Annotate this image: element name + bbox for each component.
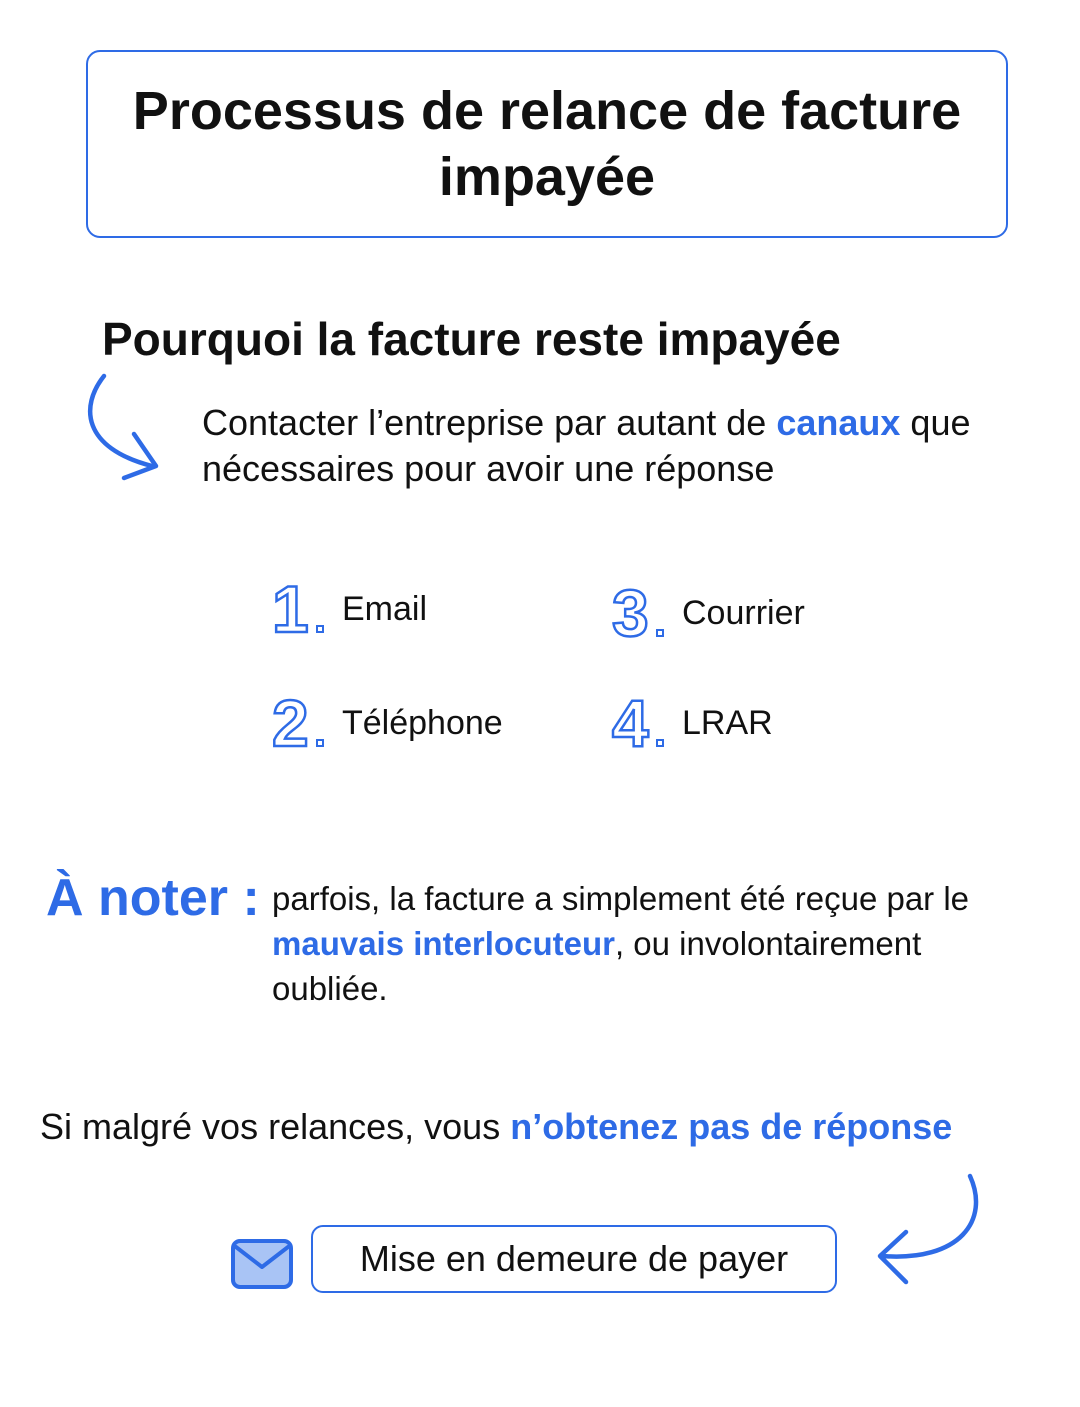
intro-text-end: que nécessaires pour avoir une réponse bbox=[202, 402, 971, 489]
channel-number-dot bbox=[316, 625, 324, 633]
envelope-icon bbox=[230, 1237, 294, 1291]
page-title bbox=[109, 78, 985, 210]
channel-label: Courrier bbox=[682, 593, 805, 632]
page-title-line-2: impayée bbox=[438, 147, 656, 207]
question-text bbox=[40, 1104, 1050, 1150]
mise-en-demeure-button[interactable]: Mise en demeure de payer bbox=[311, 1225, 837, 1293]
section-heading: Pourquoi la facture reste impayée bbox=[102, 313, 841, 365]
intro-text-start: Contacter l’entreprise par autant de bbox=[202, 402, 777, 443]
note-text bbox=[272, 876, 1042, 1011]
note-text-end: , ou involontairement oubliée. bbox=[272, 925, 922, 1007]
title-box bbox=[86, 50, 1008, 238]
note-text-start: parfois, la facture a simplement été reçue par le bbox=[272, 880, 970, 917]
channel-number-dot bbox=[316, 739, 324, 747]
channel-number-dot bbox=[656, 629, 664, 637]
question-text-start: Si malgré vos relances, vous bbox=[40, 1106, 511, 1147]
intro-text bbox=[202, 400, 1022, 492]
channel-label: Téléphone bbox=[342, 703, 503, 742]
channel-item-lrar bbox=[612, 686, 773, 760]
page-title-line-1: Processus de relance de facture bbox=[132, 81, 962, 141]
channel-number-dot bbox=[656, 739, 664, 747]
channel-label: LRAR bbox=[682, 703, 773, 742]
highlight-canaux: canaux bbox=[776, 402, 901, 443]
channel-number: 3 bbox=[612, 576, 649, 650]
channel-item-telephone bbox=[272, 686, 503, 760]
curved-arrow-icon bbox=[870, 1170, 990, 1290]
note-label: À noter : bbox=[46, 869, 260, 927]
channel-number: 2 bbox=[272, 686, 309, 760]
highlight-mauvais-interlocuteur: mauvais interlocuteur bbox=[272, 925, 615, 962]
channel-label: Email bbox=[342, 589, 428, 628]
curved-arrow-icon bbox=[78, 370, 168, 485]
channel-number: 1 bbox=[272, 572, 309, 646]
channel-item-courrier bbox=[612, 576, 805, 650]
highlight-pas-de-reponse: n’obtenez pas de réponse bbox=[510, 1106, 953, 1147]
channel-item-email bbox=[272, 572, 428, 646]
channel-number: 4 bbox=[612, 686, 649, 760]
